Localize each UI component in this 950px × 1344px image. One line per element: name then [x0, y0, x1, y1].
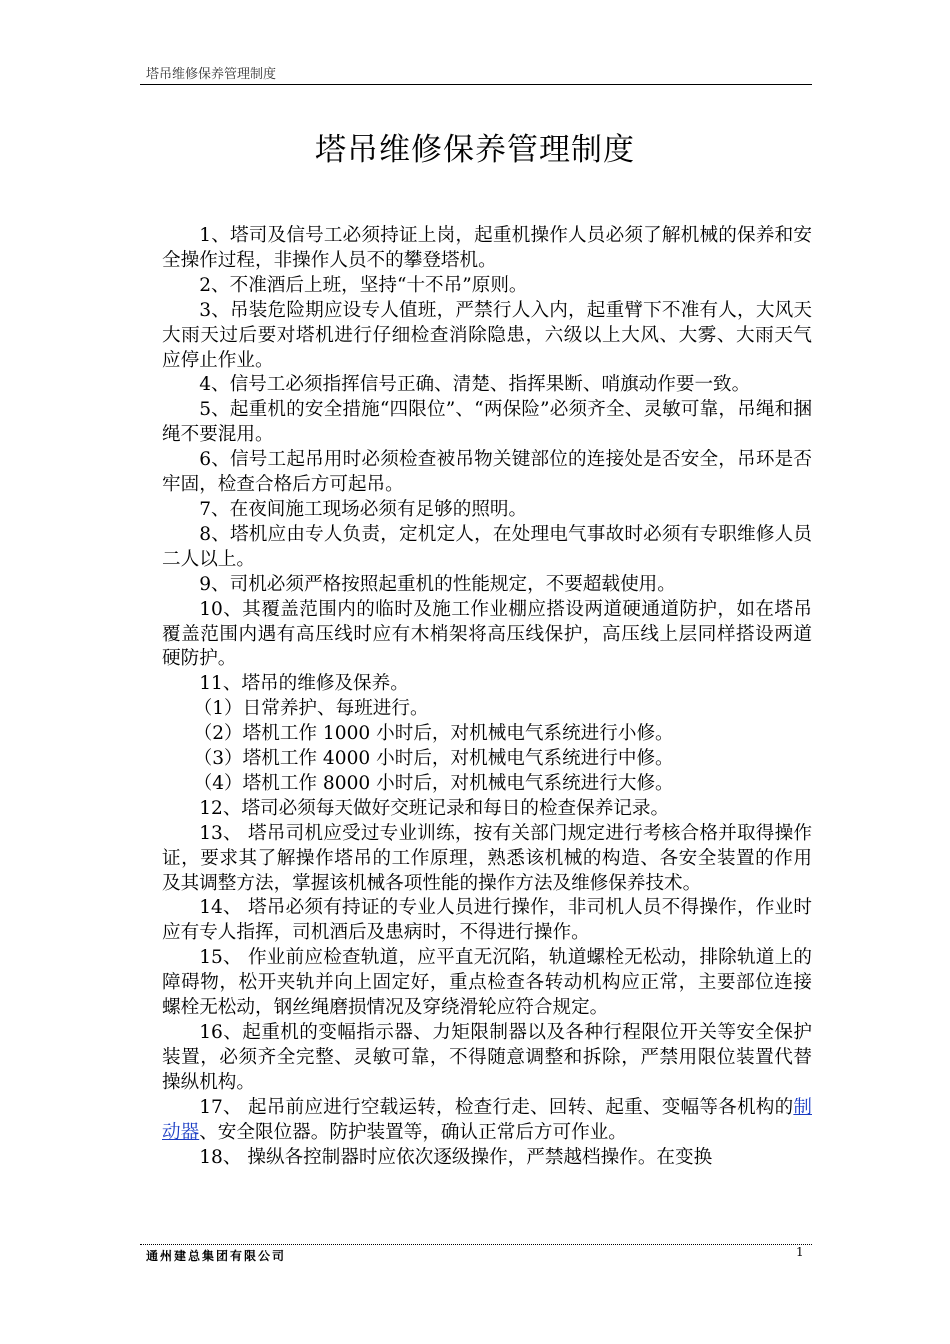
- header-divider: [140, 84, 812, 85]
- rule-item: 9、司机必须严格按照起重机的性能规定，不要超载使用。: [199, 573, 676, 595]
- document-body: [162, 224, 812, 1170]
- rule-item: 7、在夜间施工现场必须有足够的照明。: [199, 498, 528, 520]
- rule-item: 15、 作业前应检查轨道，应平直无沉陷，轨道螺栓无松动，排除轨道上的障碍物，松开夹轨并向上固定好，重点检查各转动机构应正常，主要部位连接螺栓无松动，钢丝绳磨损情况及穿绕滑轮应符合规定。: [162, 947, 812, 1019]
- footer-divider: [140, 1244, 812, 1245]
- rule-item: 5、起重机的安全措施“四限位”、“两保险”必须齐全、灵敏可靠，吊绳和捆绳不要混用。: [162, 399, 812, 446]
- rule-item: 8、塔机应由专人负责，定机定人，在处理电气事故时必须有专职维修人员二人以上。: [162, 523, 812, 570]
- rule-item: 4、信号工必须指挥信号正确、清楚、指挥果断、哨旗动作要一致。: [199, 374, 751, 396]
- rule-item-17-text-b: 、安全限位器。防护装置等，确认正常后方可作业。: [199, 1121, 627, 1143]
- rule-item: 2、不准酒后上班，坚持“十不吊”原则。: [199, 274, 528, 296]
- running-header: 塔吊维修保养管理制度: [146, 67, 277, 82]
- rule-item: 10、其覆盖范围内的临时及施工作业棚应搭设两道硬通道防护，如在塔吊覆盖范围内遇有高压线时应有木梢架将高压线保护，高压线上层同样搭设两道硬防护。: [162, 598, 812, 670]
- rule-item: 13、 塔吊司机应受过专业训练，按有关部门规定进行考核合格并取得操作证，要求其了解操作塔吊的工作原理，熟悉该机械的构造、各安全装置的作用及其调整方法，掌握该机械各项性能的操作方法及维修保养技术。: [162, 822, 812, 894]
- brake-link[interactable]: 制动器: [162, 1096, 812, 1143]
- rule-item: 14、 塔吊必须有持证的专业人员进行操作，非司机人员不得操作，作业时应有专人指挥，司机酒后及患病时，不得进行操作。: [162, 897, 812, 944]
- maintenance-sub-item: （1）日常养护、每班进行。: [193, 698, 429, 720]
- maintenance-sub-item: （4）塔机工作 8000 小时后，对机械电气系统进行大修。: [193, 772, 674, 794]
- rule-item: 1、塔司及信号工必须持证上岗，起重机操作人员必须了解机械的保养和安全操作过程，非操作人员不的攀登塔机。: [162, 225, 812, 271]
- footer-company-name: 通州建总集团有限公司: [146, 1249, 287, 1263]
- maintenance-sub-item: （2）塔机工作 1000 小时后，对机械电气系统进行小修。: [193, 723, 674, 745]
- rule-item: 3、吊装危险期应设专人值班，严禁行人入内，起重臂下不准有人，大风天大雨天过后要对塔机进行仔细检查消除隐患，六级以上大风、大雾、大雨天气应停止作业。: [162, 299, 812, 371]
- page-number: 1: [796, 1245, 804, 1259]
- maintenance-sub-item: （3）塔机工作 4000 小时后，对机械电气系统进行中修。: [193, 748, 674, 770]
- document-title: 塔吊维修保养管理制度: [315, 132, 635, 168]
- rule-item: 12、塔司必须每天做好交班记录和每日的检查保养记录。: [199, 797, 670, 819]
- rule-item: 11、塔吊的维修及保养。: [199, 673, 409, 695]
- rule-item: 16、起重机的变幅指示器、力矩限制器以及各种行程限位开关等安全保护装置，必须齐全完整、灵敏可靠，不得随意调整和拆除，严禁用限位装置代替操纵机构。: [162, 1022, 812, 1093]
- rule-item-17-text-a: 17、 起吊前应进行空载运转，检查行走、回转、起重、变幅等各机构的: [199, 1096, 794, 1118]
- rule-item: 6、信号工起吊用时必须检查被吊物关键部位的连接处是否安全，吊环是否牢固，检查合格后方可起吊。: [162, 449, 812, 496]
- rule-item-18: 18、 操纵各控制器时应依次逐级操作，严禁越档操作。在变换: [199, 1146, 713, 1168]
- rule-item-17: [162, 1096, 812, 1146]
